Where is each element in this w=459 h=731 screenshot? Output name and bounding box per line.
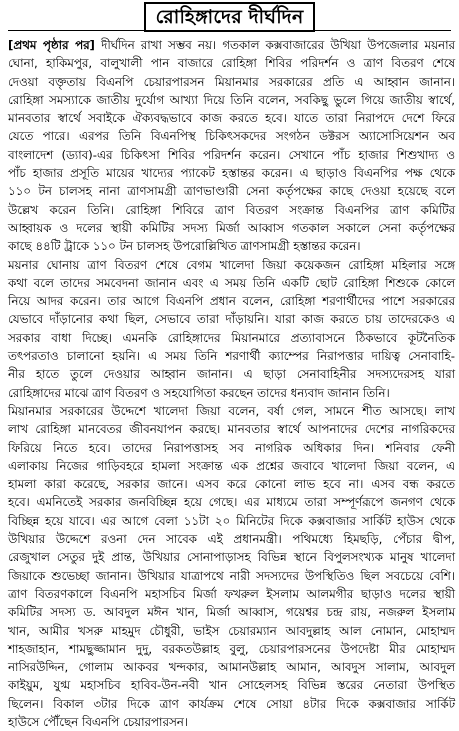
article-line: হাউসে পৌঁছেন বিএনপি চেয়ারপারসন।: [8, 714, 189, 729]
article-line: কাছে ৪৪টি ট্রাকে ১১০ টন চালসহ উপরোল্লিখিত ত্রাণসামগ্রী হস্তান্তর করেন।: [8, 239, 361, 254]
article-line: আহ্বায়ক ও দলের স্থায়ী কমিটির সদস্য মির্জা আব্বাস গতকাল সকালে সেনা কর্তৃপক্ষের: [8, 220, 455, 235]
article-line: উল্লেখ করেন তিনি। রোহিঙ্গা শিবিরে ত্রাণ বিতরণ সংক্রান্ত বিএনপির ত্রাণ কমিটির: [8, 202, 455, 217]
article-line: কমিটির সদস্য ড. আবদুল মঈন খান, মির্জা আব্বাস, গয়েশ্বর চন্দ্র রায়, নজরুল ইসলাম: [8, 605, 455, 620]
article-line: হামলা কারা করেছে, সরকার জানে। এসব করে কোনো লাভ হবে না। এসব বন্ধ করতে: [8, 477, 455, 492]
article-line: শাহজাহান, শামছুজ্জামান দুদু, বরকতউল্লাহ বুলু, চেয়ারপারসনের উপদেষ্টা মীর মোহাম্মদ: [8, 641, 455, 656]
article-line: হবে। এমনিতেই সরকার জনবিচ্ছিন্ন হয়ে গেছে। এর মাধ্যমে তারা সম্পূর্ণরূপে জনগণ থেকে: [8, 495, 455, 510]
article-line: পাঁচ হাজার প্রসূতি মায়ের খাদ্যের প্যাকেট হস্তান্তর করেন। এ ছাড়াও বিএনপির পক্ষ থেকে: [8, 166, 455, 181]
article-line: যেভাবে দাঁড়ানোর কথা ছিল, সেভাবে তারা দাঁড়ায়নি। যারা কাজ করতে চায় তাদেরকেও এ: [8, 312, 455, 327]
headline-container: [0, 2, 459, 32]
article-line: বিচ্ছিন্ন হয়ে যাবে। এর আগে বেলা ১১টা ২০ মিনিটের দিকে কক্সবাজার সার্কিট হাউস থেকে: [8, 513, 455, 528]
article-line: সরকার বাধা দিচ্ছে। এমনকি রোহিঙ্গাদের মিয়ানমারে প্রত্যাবাসনে ঠিকভাবে কূটনৈতিক: [8, 330, 455, 345]
article-line: লাখ রোহিঙ্গা মানবেতর জীবনযাপন করছে। মানবতার স্বার্থে আপনাদের দেশের নাগরিকদের: [8, 422, 455, 437]
article-line: যেতে পারে। এরপর তিনি বিএনপিস্থ চিকিৎসকদের সংগঠন ডক্টরস অ্যাসোসিয়েশন অব: [8, 129, 455, 144]
article-line: বাংলাদেশ (ড্যাব)-এর চিকিৎসা শিবির পরিদর্শন করেন। সেখানে পাঁচ হাজার শিশুখাদ্য ও: [8, 147, 455, 162]
article-line: ঘোনা, হাকিমপুর, বালুখালী পান বাজারে রোহিঙ্গা শিবির পরিদর্শন ও ত্রাণ বিতরণ শেষে: [8, 56, 455, 71]
article-line: রোহিঙ্গা সমস্যাকে জাতীয় দুর্যোগ আখ্যা দিয়ে তিনি বলেন, সবকিছু ভুলে গিয়ে জাতীয় স্বার্থে,: [8, 92, 455, 107]
article-line: মিয়ানমার সরকারের উদ্দেশে খালেদা জিয়া বলেন, বর্ষা গেল, সামনে শীত আসছে। লাখ: [8, 403, 455, 418]
article-body: [8, 36, 456, 729]
article-line: কথা বলে তাদের সমবেদনা জানান এবং এ সময় তিনি একটি ছোট রোহিঙ্গা শিশুকে কোলে: [8, 275, 455, 290]
article-line: দেওয়া বক্তৃতায় বিএনপি চেয়ারপারসন মিয়ানমার সরকারের প্রতি এ আহ্বান জানান।: [8, 74, 455, 89]
article-line: খান, আমীর খসরু মাহমুদ চৌধুরী, ভাইস চেয়ারম্যান আবদুল্লাহ আল নোমান, মোহাম্মদ: [8, 623, 455, 638]
article-line: রোহিঙ্গাদের মাঝে ত্রাণ বিতরণ ও সহযোগিতা করছেন তাদের ধন্যবাদ জানান তিনি।: [8, 385, 390, 400]
headline-divider: [8, 30, 451, 31]
article-line: ময়নার ঘোনায় ত্রাণ বিতরণ শেষে বেগম খালেদা জিয়া কয়েকজন রোহিঙ্গা মহিলার সঙ্গে: [8, 257, 455, 272]
article-line: ১১০ টন চালসহ নানা ত্রাণসামগ্রী ত্রাণভাণ্ডারী সেনা কর্তৃপক্ষের কাছে দেওয়া হয়েছে বলে: [8, 184, 455, 199]
article-line: রেজুখাল সেতুর দুই প্রান্ত, উখিয়ার সোনাপাড়াসহ বিভিন্ন স্থানে বিপুলসংখ্যক মানুষ খালেদা: [8, 550, 455, 565]
article-line: তৎপরতাও চালানো হয়নি। এ সময় তিনি শরণার্থী ক্যাম্পের নিরাপত্তার দায়িত্ব সেনাবাহি-: [8, 349, 455, 364]
article-line: নিয়ে আদর করেন। তার আগে বিএনপি প্রধান বলেন, রোহিঙ্গা শরণার্থীদের পাশে সরকারের: [8, 294, 455, 309]
headline: রোহিঙ্গাদের দীর্ঘদিন: [144, 2, 316, 32]
article-line: [8, 36, 455, 54]
article-line: ত্রাণ বিতরণকালে বিএনপি মহাসচিব মির্জা ফখরুল ইসলাম আলমগীর ছাড়াও দলের স্থায়ী: [8, 586, 455, 601]
article-line: নীর হাতে তুলে দেওয়ার আহ্বান জানান। এ ছাড়া সেনাবাহিনীর সদস্যদেরসহ যারা: [8, 367, 455, 382]
jump-label: [প্রথম পৃষ্ঠার পর]: [8, 38, 95, 52]
article-line-text: দীর্ঘদিন রাখা সম্ভব নয়। গতকাল কক্সবাজারের উখিয়া উপজেলার ময়নার: [94, 38, 456, 52]
article-line: নাসিরউদ্দিন, গোলাম আকবর খন্দকার, আমানউল্লাহ আমান, আবদুস সালাম, আবদুল: [8, 660, 455, 675]
article-line: উখিয়ার উদ্দেশে রওনা দেন সাবেক এই প্রধানমন্ত্রী। পথিমধ্যে হিমছড়ি, পেঁচার দ্বীপ,: [8, 532, 455, 547]
article-line: কাইয়ুম, যুগ্ম মহাসচিব হাবিব-উন-নবী খান সোহেলসহ বিভিন্ন স্তরের নেতারা উপস্থিত: [8, 678, 455, 693]
article-line: মানবতার স্বার্থে সবাইকে ঐক্যবদ্ধভাবে কাজ করতে হবে। যাতে তারা নিরাপদে দেশে ফিরে: [8, 111, 455, 126]
article-line: জিয়াকে শুভেচ্ছা জানান। উখিয়ার যাত্রাপথে নারী সদস্যদের উপস্থিতিও ছিল সবচেয়ে বেশি।: [8, 568, 455, 583]
article-line: ফিরিয়ে নিতে হবে। তাদের নিরাপত্তাসহ সব নাগরিক অধিকার দিন। শনিবার ফেনী: [8, 440, 455, 455]
article-line: এলাকায় নিজের গাড়িবহরে হামলা সংক্রান্ত এক প্রশ্নের জবাবে খালেদা জিয়া বলেন, এ: [8, 458, 455, 473]
article-line: ছিলেন। বিকাল ৩টার দিকে ত্রাণ কার্যক্রম শেষে সোয়া ৪টার দিকে কক্সবাজার সার্কিট: [8, 696, 455, 711]
